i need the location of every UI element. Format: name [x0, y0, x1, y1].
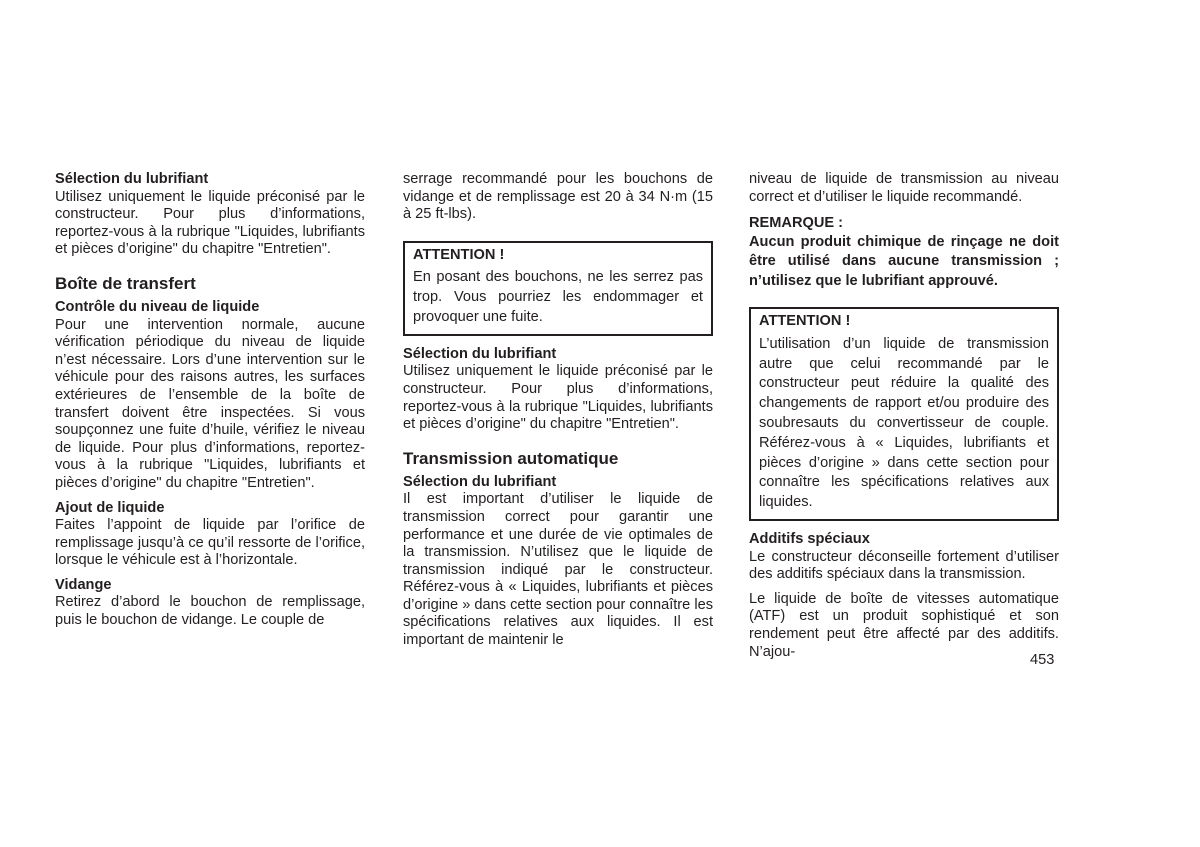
paragraph: Le constructeur déconseille fortement d’utiliser des additifs spéciaux dans la transmission.	[749, 548, 1059, 583]
column-3	[749, 171, 1059, 661]
section-title: Additifs spéciaux	[749, 531, 870, 548]
warning-box	[749, 307, 1059, 521]
paragraph: Pour une intervention normale, aucune vérification périodique du niveau de liquide n’est nécessaire. Lors d’une intervention sur le véhicule pour des raisons autres, les surfaces extérieures de l’ensemble de la boîte de transfert doivent être inspectées. Si vous soupçonnez une fuite d’huile, vérifiez le niveau de liquide. Pour plus d’informations, reportez-vous à la rubrique "Liquides, lubrifiants et pièces d’origine" du chapitre "Entretien".	[55, 316, 365, 491]
paragraph: Le liquide de boîte de vitesses automatique (ATF) est un produit sophistiqué et son rendement peut être affecté par des additifs. N’ajou-	[749, 590, 1059, 660]
page-number: 453	[1030, 652, 1055, 668]
warning-box	[403, 241, 713, 336]
section-heading: Boîte de transfert	[55, 273, 196, 293]
warning-text: L’utilisation d’un liquide de transmission autre que celui recommandé par le constructeur peut réduire la qualité des changements de rapport et/ou produire des soubresauts du convertisseur de couple. Référez-vous à « Liquides, lubrifiants et pièces d’origine » dans cette section pour connaître les spécifications relatives aux liquides.	[759, 335, 1049, 511]
remark-text: Aucun produit chimique de rinçage ne doit être utilisé dans aucune transmission ; n’utilisez que le lubrifiant approuvé.	[749, 233, 1059, 289]
warning-title: ATTENTION !	[413, 246, 505, 263]
paragraph: Faites l’appoint de liquide par l’orifice de remplissage jusqu’à ce qu’il ressorte de l’orifice, lorsque le véhicule est à l’horizontale.	[55, 517, 365, 569]
warning-text: En posant des bouchons, ne les serrez pas trop. Vous pourriez les endommager et provoquer une fuite.	[413, 269, 703, 325]
paragraph: Utilisez uniquement le liquide préconisé par le constructeur. Pour plus d’informations, reportez-vous à la rubrique "Liquides, lubrifiants et pièces d’origine" du chapitre "Entretien".	[55, 188, 365, 258]
remark-title: REMARQUE :	[749, 215, 844, 232]
section-title: Sélection du lubrifiant	[403, 473, 557, 490]
section-title: Sélection du lubrifiant	[55, 171, 209, 187]
paragraph: Utilisez uniquement le liquide préconisé par le constructeur. Pour plus d’informations, reportez-vous à la rubrique "Liquides, lubrifiants et pièces d’origine" du chapitre "Entretien".	[403, 363, 713, 433]
warning-title: ATTENTION !	[759, 313, 851, 330]
paragraph: Retirez d’abord le bouchon de remplissage, puis le bouchon de vidange. Le couple de	[55, 594, 365, 629]
section-title: Ajout de liquide	[55, 499, 165, 516]
column-2	[403, 171, 713, 650]
section-title: Vidange	[55, 576, 112, 593]
section-title: Sélection du lubrifiant	[403, 345, 557, 362]
paragraph: Il est important d’utiliser le liquide de transmission correct pour garantir une performance et une durée de vie optimales de la transmission. N’utilisez que le liquide de transmission indiqué par le constructeur. Référez-vous à « Liquides, lubrifiants et pièces d’origine » dans cette section pour connaître les spécifications relatives aux liquides. Il est important de maintenir le	[403, 491, 713, 649]
section-heading: Transmission automatique	[403, 448, 619, 468]
column-1	[55, 171, 365, 630]
paragraph: serrage recommandé pour les bouchons de vidange et de remplissage est 20 à 34 N·m (15 à 25 ft-lbs).	[403, 171, 713, 223]
section-title: Contrôle du niveau de liquide	[55, 298, 260, 315]
paragraph: niveau de liquide de transmission au niveau correct et d’utiliser le liquide recommandé.	[749, 171, 1059, 205]
